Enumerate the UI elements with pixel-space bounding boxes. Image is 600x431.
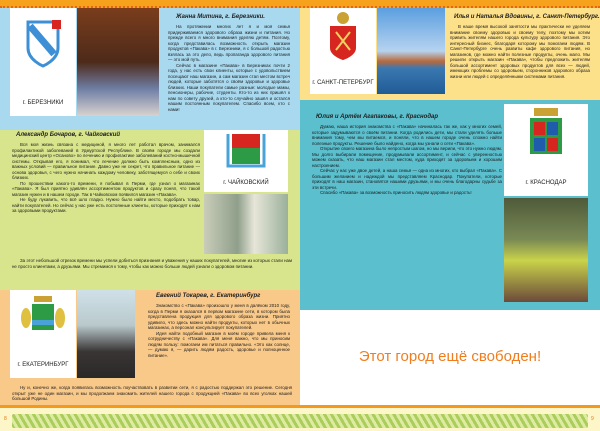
- berezniki-section: [0, 8, 300, 130]
- coat-of-arms-icon: [504, 104, 588, 170]
- article-text-wide: Ну и, конечно же, когда появилась возможность поучаствовать в развитии сети, я с радостью поддержал это решение. Сегодня открыт уже не один магазин, и мы продолжаем знакомить жителей нашего города с продукцией «Пакава» во всех уголках нашей большой Родины.: [12, 385, 292, 401]
- coat-of-arms-icon: [204, 130, 288, 174]
- article-text: [148, 303, 290, 375]
- city-caption: г. БЕРЕЗНИКИ: [22, 100, 64, 106]
- author-heading: Александр Бочаров, г. Чайковский: [16, 132, 121, 138]
- article-text: [168, 24, 290, 124]
- article-text: [450, 24, 590, 94]
- article-text-wide: За этот небольшой отрезок времени мы успели добиться признания и уважения у наших покупателей, многие из которых стали нам не просто клиентами, а друзьями. Мы стремимся к тому, чтобы как можно больше людей узнали о здоровом питании.: [12, 258, 292, 269]
- bottom-ornament-border: [0, 405, 600, 431]
- article-text: [12, 142, 200, 262]
- spb-city-photo: [377, 8, 445, 94]
- store-photo: [204, 194, 288, 254]
- author-heading: Евгений Токарев, г. Екатеринбург: [156, 293, 261, 299]
- city-caption: г. КРАСНОДАР: [525, 180, 567, 186]
- ekaterinburg-section: [0, 290, 300, 408]
- coat-of-arms-icon: [10, 290, 76, 350]
- paragraph: Спасибо «Пакава» за возможность приносить людям здоровье и радость!: [320, 190, 472, 195]
- berezniki-coat-of-arms: [10, 8, 76, 116]
- article-text: [312, 124, 502, 306]
- paragraph: Вся моя жизнь связана с медициной, я много лет работал врачом, занимался профилактикой заболеваний в Удмуртской Республике. В своём городе мы создали медицинский центр «Осаново» по лечению и профилактике заболеваний костно-мышечной системы. Открывая его, я понимал, что лечение должно быть комплексным, одно из важных условий — правильное питание. Давно уже не секрет, что правильное питание — основа здоровья, с чего нужно начинать каждому человеку, заботящемуся о себе и своих близких.: [12, 142, 200, 180]
- coat-of-arms-icon: [10, 8, 76, 78]
- author-heading: Жанна Митина, г. Березники.: [176, 14, 265, 20]
- page-number-left: 8: [4, 416, 7, 422]
- author-heading: Юлия и Артём Агапаковы, г. Краснодар: [316, 114, 439, 120]
- top-scalloped-border: [0, 0, 600, 8]
- slogan: Этот город ещё свободен!: [358, 348, 542, 365]
- chaykovsky-coat-of-arms: [204, 130, 288, 192]
- ekaterinburg-coat-of-arms: [10, 290, 76, 378]
- paragraph: Знакомство с «Пакава» произошло у меня в далёком 2010 году, когда в Перми я оказался в первом магазине сети, в котором была представлена продукция для здорового образа жизни. Приятно удивило, что здесь можно найти продукты, которых нет в обычных магазинах, а персонал консультирует покупателей.: [148, 303, 290, 330]
- family-photo: [77, 8, 159, 116]
- family-photo: [504, 198, 588, 302]
- paragraph: Открытие своего магазина было непростым шагом, но мы верили, что это нужно людям. Мы долго выбирали помещение, продумывали ассортимент, и сейчас с уверенностью можем сказать, что наш магазин стал местом, куда приходят за здоровьем и хорошим настроением.: [312, 146, 502, 168]
- city-caption: г. ЧАЙКОВСКИЙ: [223, 180, 269, 186]
- city-caption: г. ЕКАТЕРИНБУРГ: [17, 362, 69, 368]
- page-number-right: 9: [591, 416, 594, 422]
- chaykovsky-section: [0, 130, 300, 290]
- paragraph: На протяжении многих лет я и моя семья придерживаемся здорового образа жизни и питания. Но прежде всего я много внимания уделяю детям. Поэтому, когда представилась возможность открыть магазин продуктов «Пакава» в г. Березники, я с большой радостью взялась за это дело, ведь пропаганда здорового питания — это мой путь.: [168, 24, 290, 62]
- paragraph: Думаю, наша история знакомства с «Пакава» начиналась так же, как у многих семей, которые задумываются о своём питании. Когда родились дети, мы стали уделять больше внимания тому, чем мы питаемся, и поняли, что в нашем городе очень сложно найти полезные продукты. Решение было найдено, когда мы узнали о сети «Пакава».: [312, 124, 502, 146]
- krasnodar-section: [300, 100, 600, 310]
- leaf-pattern-icon: [12, 414, 588, 428]
- coat-of-arms-icon: [310, 8, 376, 70]
- paragraph: В наше время высокой занятости мы практически не уделяем внимание своему здоровью и своему телу, поэтому мы хотим привить жителям нашего города культуру здорового питания. Это интересный бизнес, благодаря которому мы помогаем людям. В Санкт-Петербурге очень развиты кафе здорового питания, но магазинов, где можно найти полезные продукты, очень мало. Мы решили открыть магазин «Пакава», чтобы предложить жителям большой ассортимент здоровых продуктов для всех — людей, имеющих проблемы со здоровьем, сторонников здорового образа жизни или людей с определёнными системами питания.: [450, 24, 590, 79]
- paragraph: По прошествии какого-то времени, я побывал в Перми, где узнал о магазинах «Пакава». Я был приятно удивлён ассортиментом продуктов и сразу понял, что такой магазин нужен и в нашем городе. Так в Чайковском появился магазин «Пакава».: [12, 180, 200, 197]
- portrait-photo: [77, 290, 135, 378]
- paragraph: Сейчас в магазине «Пакава» в Березниках почти 2 года, у нас есть свои клиенты, которые с удовольствием посещают наш магазин, а сам магазин стал местом встреч людей, которые заботятся о своём здоровье и здоровье близких. Наши покупатели самые разные: молодые мамы, пенсионеры, рабочие, студенты. Кто-то из них пришёл к нам по совету друзей, а кто-то случайно зашёл и остался нашим постоянным покупателем. Спасибо всем, кто с нами!: [168, 62, 290, 112]
- spb-coat-of-arms: [310, 8, 376, 94]
- krasnodar-coat-of-arms: [504, 104, 588, 196]
- city-caption: г. САНКТ-ПЕТЕРБУРГ: [312, 80, 374, 86]
- spb-section: [300, 8, 600, 100]
- paragraph: Не буду лукавить, что всё шло гладко. Нужно было найти место, подобрать товар, найти покупателей. Но сейчас у нас уже есть постоянные клиенты, которые приходят к нам за здоровыми продуктами.: [12, 197, 200, 213]
- author-heading: Илья и Наталья Вдовины, г. Санкт-Петербург.: [454, 14, 600, 20]
- paragraph: Идея найти подобный магазин в моём городе привела меня к сотрудничеству с «Пакава». Для меня важно, что мы приносим людям пользу: помогаем им питаться правильно. «Это как солнце, — думаю я, — дарить людям радость, здоровье и полноценное питание».: [148, 330, 290, 358]
- paragraph: Сейчас у нас уже двое детей, а наша семья — одна из многих, кто выбрал «Пакава». С большим желанием и надеждой мы представляем Краснодар. Покупатели, которые приходят в наш магазин, становятся нашими друзьями, и мы очень благодарны судьбе за эти встречи.: [312, 168, 502, 190]
